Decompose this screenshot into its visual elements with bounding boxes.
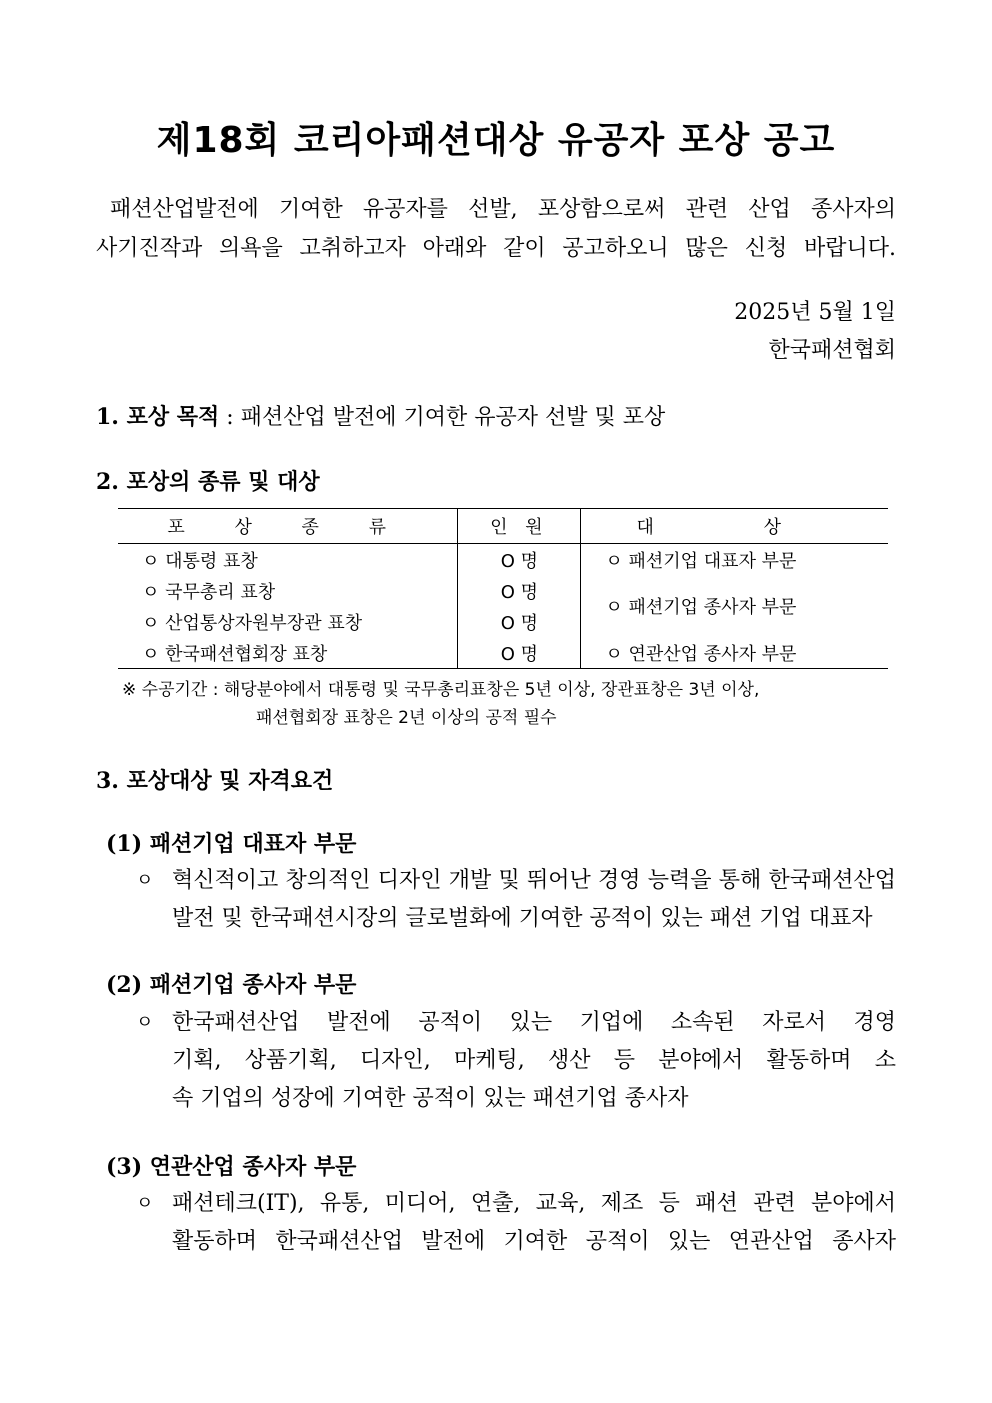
bullet-line: 패션테크(IT), 유통, 미디어, 연출, 교육, 제조 등 패션 관련 분야에서 — [172, 1191, 896, 1216]
table-row — [118, 637, 888, 669]
bullet-line: 발전 및 한국패션시장의 글로벌화에 기여한 공적이 있는 패션 기업 대표자 — [172, 906, 873, 931]
subsection-1-bullet — [136, 862, 896, 938]
bullet-marker: ㅇ — [136, 1193, 154, 1214]
award-kind: ㅇ 대통령 표창 — [142, 550, 258, 572]
table-row — [118, 544, 888, 576]
header-target: 대 상 — [581, 509, 888, 544]
award-kind: ㅇ 한국패션협회장 표창 — [118, 637, 458, 669]
subsection-2-heading: (2) 패션기업 종사자 부문 — [106, 972, 357, 998]
intro-line-1: 패션산업발전에 기여한 유공자를 선발, 포상함으로써 관련 산업 종사자의 — [110, 197, 896, 222]
bullet-line: 기획, 상품기획, 디자인, 마케팅, 생산 등 분야에서 활동하며 소 — [172, 1048, 896, 1073]
section-1-text: : 패션산업 발전에 기여한 유공자 선발 및 포상 — [219, 405, 666, 430]
intro-line-2: 사기진작과 의욕을 고취하고자 아래와 같이 공고하오니 많은 신청 바랍니다. — [96, 236, 896, 261]
bullet-marker: ㅇ — [136, 1012, 154, 1033]
award-target: ㅇ 패션기업 대표자 부문 — [581, 544, 888, 576]
section-1-heading: 1. 포상 목적 — [96, 404, 220, 430]
award-kind: ㅇ 산업통상자원부장관 표창 — [142, 612, 363, 634]
header-count: 인 원 — [458, 509, 581, 544]
bullet-marker: ㅇ — [136, 870, 154, 891]
bullet-line: 활동하며 한국패션산업 발전에 기여한 공적이 있는 연관산업 종사자 — [172, 1229, 896, 1254]
note-line-2: 패션협회장 표창은 2년 이상의 공적 필수 — [256, 708, 557, 728]
bullet-line: 속 기업의 성장에 기여한 공적이 있는 패션기업 종사자 — [172, 1086, 689, 1111]
award-count: O 명 — [458, 575, 581, 606]
award-kind: ㅇ 국무총리 표창 — [142, 581, 276, 603]
header-kind: 포 상 종 류 — [118, 509, 458, 544]
award-target: ㅇ 연관산업 종사자 부문 — [581, 637, 888, 669]
table-row — [118, 575, 888, 606]
section-3-heading: 3. 포상대상 및 자격요건 — [96, 768, 334, 794]
award-count: O 명 — [458, 637, 581, 669]
subsection-2-bullet — [136, 1004, 896, 1118]
bullet-line: 한국패션산업 발전에 공적이 있는 기업에 소속된 자로서 경영 — [172, 1010, 896, 1035]
subsection-3-bullet — [136, 1185, 896, 1261]
issue-block — [734, 294, 896, 370]
subsection-1-heading: (1) 패션기업 대표자 부문 — [106, 831, 357, 857]
note-line-1: ※ 수공기간 : 해당분야에서 대통령 및 국무총리표창은 5년 이상, 장관표창은 3년 이상, — [122, 680, 760, 700]
award-target: ㅇ 패션기업 종사자 부문 — [581, 575, 888, 637]
award-count: O 명 — [458, 606, 581, 637]
awards-table — [118, 508, 888, 669]
table-header-row — [118, 509, 888, 544]
document-title: 제18회 코리아패션대상 유공자 포상 공고 — [156, 120, 836, 161]
section-1 — [96, 400, 665, 431]
service-period-note — [122, 676, 898, 732]
subsection-3-heading: (3) 연관산업 종사자 부문 — [106, 1154, 357, 1180]
intro-paragraph — [96, 190, 896, 268]
issuer-name: 한국패션협회 — [768, 338, 896, 363]
award-count: O 명 — [458, 544, 581, 576]
bullet-line: 혁신적이고 창의적인 디자인 개발 및 뛰어난 경영 능력을 통해 한국패션산업 — [172, 868, 896, 893]
section-2-heading: 2. 포상의 종류 및 대상 — [96, 469, 320, 495]
issue-date: 2025년 5월 1일 — [734, 300, 896, 325]
